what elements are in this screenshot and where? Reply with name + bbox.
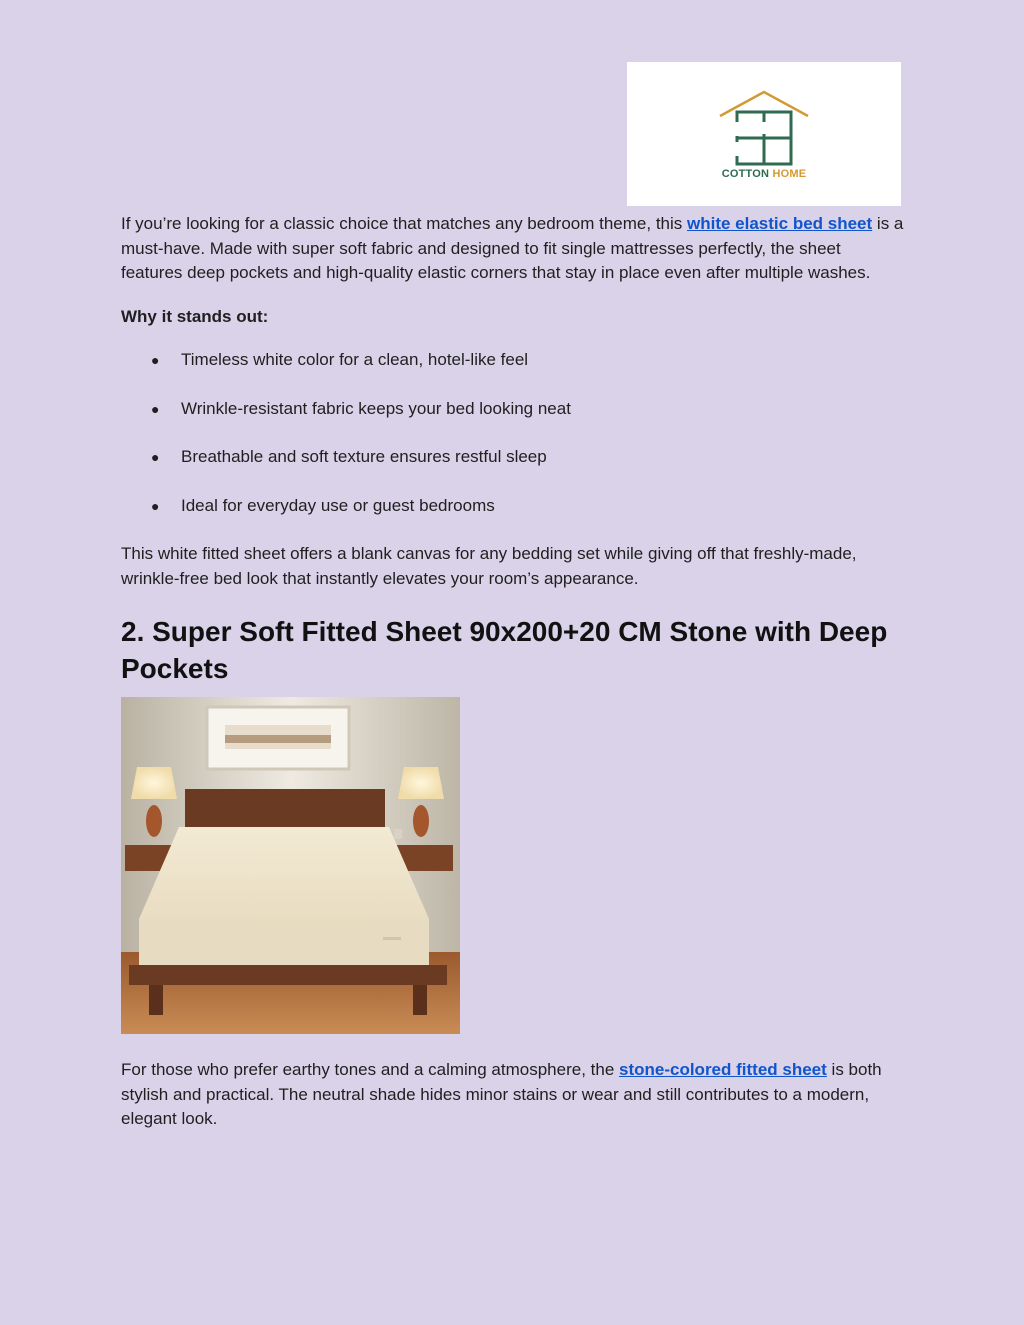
feature-list: [121, 348, 905, 518]
logo-wordmark: [627, 168, 901, 180]
list-item-text: Breathable and soft texture ensures restful sleep: [181, 447, 547, 466]
intro-text-start: If you’re looking for a classic choice that matches any bedroom theme, this: [121, 214, 687, 233]
cotton-home-logo: [627, 62, 901, 206]
list-item: [121, 348, 905, 373]
intro-paragraph: [121, 212, 905, 286]
logo-word-home: HOME: [772, 168, 807, 180]
white-elastic-bed-sheet-link[interactable]: white elastic bed sheet: [687, 214, 873, 233]
summary-paragraph: This white fitted sheet offers a blank canvas for any bedding set while giving off that freshly-made, wrinkle-free bed look that instantly elevates your room’s appearance.: [121, 544, 857, 588]
stone-text-start: For those who prefer earthy tones and a calming atmosphere, the: [121, 1060, 619, 1079]
bullet-icon: ●: [151, 497, 160, 514]
why-heading: Why it stands out:: [121, 306, 269, 326]
bed-photo: [121, 697, 460, 1034]
house-logo-icon: [627, 62, 901, 206]
intro-text-end: is a must-have. Made with super soft fabric and designed to fit single mattresses perfectly, the sheet features deep pockets and high-quality elastic corners that stay in place even after multiple washes.: [121, 214, 904, 282]
bed-photo-icon: [121, 697, 460, 1034]
bullet-icon: ●: [151, 449, 160, 465]
stone-colored-fitted-sheet-link[interactable]: stone-colored fitted sheet: [619, 1060, 827, 1079]
stone-text-end: is both stylish and practical. The neutral shade hides minor stains or wear and still contributes to a modern, elegant look.: [121, 1060, 882, 1128]
section-heading: 2. Super Soft Fitted Sheet 90x200+20 CM Stone with Deep Pockets: [121, 616, 888, 684]
list-item-text: Wrinkle-resistant fabric keeps your bed looking neat: [181, 398, 571, 418]
list-item: [121, 494, 905, 519]
bullet-icon: ●: [151, 400, 160, 417]
list-item: [121, 397, 905, 422]
document-body: [121, 212, 905, 1132]
logo-word-cotton: COTTON: [721, 168, 770, 180]
list-item-text: Timeless white color for a clean, hotel-like feel: [181, 350, 529, 369]
list-item-text: Ideal for everyday use or guest bedrooms: [181, 495, 495, 515]
list-item: [121, 445, 905, 470]
stone-sheet-paragraph: [121, 1058, 905, 1132]
bullet-icon: ●: [151, 352, 160, 368]
